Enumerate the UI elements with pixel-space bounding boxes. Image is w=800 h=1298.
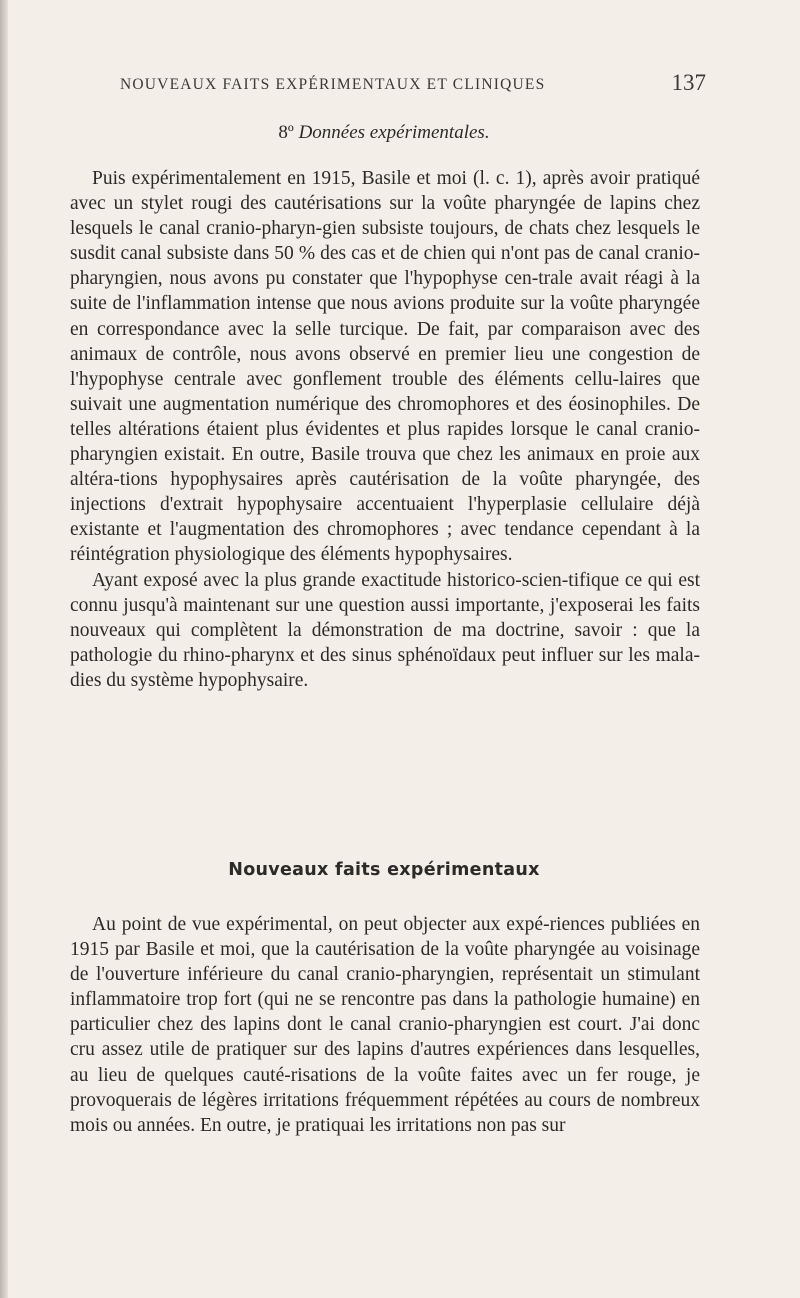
text-block-2	[70, 912, 700, 1138]
subsection-title: Données expérimentales.	[298, 122, 490, 143]
text-block-1	[70, 166, 700, 693]
page-binding-edge	[0, 0, 8, 1298]
section-heading: Nouveaux faits expérimentaux	[228, 860, 540, 880]
page-number: 137	[671, 70, 706, 95]
subsection-heading	[68, 122, 700, 144]
paragraph: Au point de vue expérimental, on peut objecter aux expé-riences publiées en 1915 par Basile et moi, que la cautérisation de la voûte pharyngée au voisinage de l'ouverture inférieure du canal cranio-pharyngien, représentait un stimulant inflammatoire trop fort (qui ne se rencontre pas dans la pathologie humaine) en particulier chez des lapins dont le canal cranio-pharyngien est court. J'ai donc cru assez utile de pratiquer sur des lapins d'autres expériences dans lesquelles, au lieu de quelques cauté-risations de la voûte faites avec un fer rouge, je provoquerais de légères irritations fréquemment répétées au cours de nombreux mois ou années. En outre, je pratiquai les irritations non pas sur	[70, 914, 700, 1136]
paragraph: Puis expérimentalement en 1915, Basile et moi (l. c. 1), après avoir pratiqué avec un stylet rougi des cautérisations sur la voûte pharyngée de lapins chez lesquels le canal cranio-pharyn-gien subsiste toujours, de chats chez lesquels le susdit canal subsiste dans 50 % des cas et de chien qui n'ont pas de canal cranio-pharyngien, nous avons pu constater que l'hypophyse cen-trale avait réagi à la suite de l'inflammation intense que nous avions produite sur la voûte pharyngée en correspondance avec la selle turcique. De fait, par comparaison avec des animaux de contrôle, nous avons observé en premier lieu une congestion de l'hypophyse centrale avec gonflement trouble des éléments cellu-laires que suivait une augmentation numérique des chromophores et des éosinophiles. De telles altérations étaient plus évidentes et plus rapides lorsque le canal cranio-pharyngien existait. En outre, Basile trouva que chez les animaux en proie aux altéra-tions hypophysaires après cautérisation de la voûte pharyngée, des injections d'extrait hypophysaire accentuaient l'hyperplasie cellulaire déjà existante et l'augmentation des chromophores ; avec tendance cependant à la réintégration physiologique des éléments hypophysaires.	[70, 168, 700, 566]
subsection-number: 8º	[278, 122, 294, 143]
running-title: NOUVEAUX FAITS EXPÉRIMENTAUX ET CLINIQUES	[120, 76, 546, 93]
paragraph: Ayant exposé avec la plus grande exactitude historico-scien-tifique ce qui est connu jusqu'à maintenant sur une question aussi importante, j'exposerai les faits nouveaux qui complètent la démonstration de ma doctrine, savoir : que la pathologie du rhino-pharynx et des sinus sphénoïdaux peut influer sur les mala-dies du système hypophysaire.	[70, 569, 700, 691]
running-head	[120, 70, 706, 104]
